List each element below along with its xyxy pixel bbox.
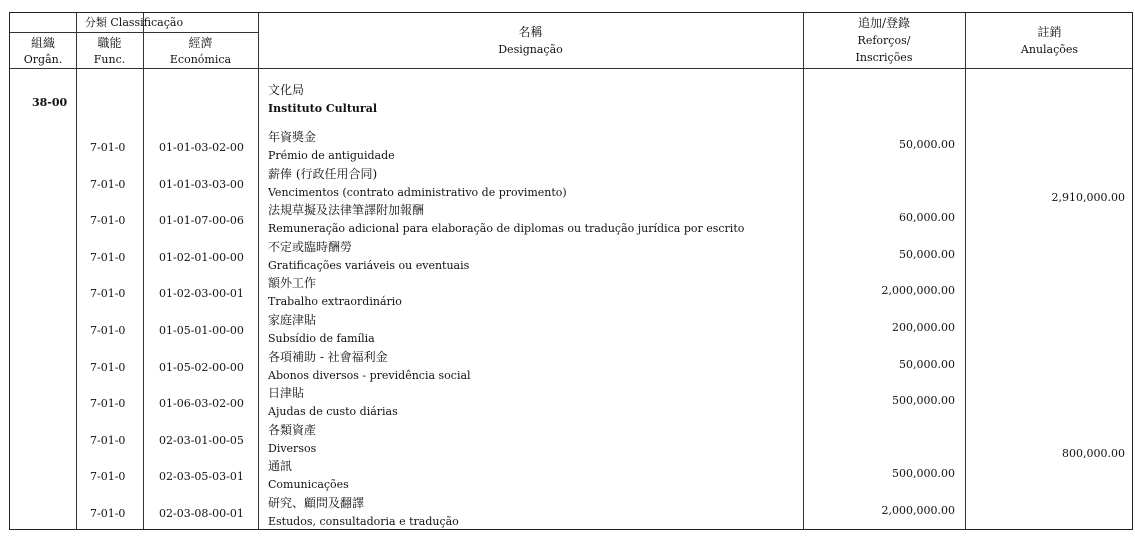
row-cancel-amount: 800,000.00	[1062, 447, 1125, 460]
row-func-code: 7-01-0	[90, 397, 126, 410]
row-name-pt: Diversos	[268, 442, 317, 455]
budget-table	[9, 12, 1133, 530]
cancel-header-pt: Anulações	[1020, 43, 1079, 56]
row-econ-code: 01-01-07-00-06	[159, 214, 244, 227]
row-name-zh: 各類資產	[268, 423, 317, 437]
col-divider	[803, 13, 804, 529]
col-divider	[76, 13, 77, 529]
header-divider	[10, 68, 1132, 69]
entity-code: 38-00	[32, 96, 68, 109]
row-name-pt: Trabalho extraordinário	[268, 295, 402, 308]
reinforce-header-pt1: Reforços/	[857, 34, 911, 47]
col-divider	[143, 13, 144, 529]
row-reinforce-amount: 50,000.00	[899, 138, 955, 151]
row-econ-code: 01-05-02-00-00	[159, 361, 244, 374]
row-reinforce-amount: 500,000.00	[892, 467, 955, 480]
row-name-zh: 法規草擬及法律筆譯附加報酬	[268, 203, 425, 217]
row-name-pt: Remuneração adicional para elaboração de diplomas ou tradução jurídica por escrito	[268, 222, 745, 235]
row-name-zh: 不定或臨時酬勞	[268, 240, 353, 254]
econ-header-pt: Económica	[169, 53, 232, 66]
row-econ-code: 01-06-03-02-00	[159, 397, 244, 410]
row-name-zh: 家庭津貼	[268, 313, 317, 327]
designation-header-zh: 名稱	[518, 25, 543, 39]
designation-header-pt: Designação	[498, 43, 563, 56]
row-name-pt: Vencimentos (contrato administrativo de provimento)	[268, 186, 567, 199]
row-econ-code: 02-03-08-00-01	[159, 507, 244, 520]
row-econ-code: 02-03-05-03-01	[159, 470, 244, 483]
reinforce-header-pt2: Inscrições	[855, 51, 913, 64]
row-econ-code: 01-02-03-00-01	[159, 287, 244, 300]
entity-name-pt: Instituto Cultural	[268, 102, 378, 115]
row-reinforce-amount: 500,000.00	[892, 394, 955, 407]
row-name-pt: Gratificações variáveis ou eventuais	[268, 259, 470, 272]
col-divider	[258, 13, 259, 529]
row-func-code: 7-01-0	[90, 214, 126, 227]
row-name-pt: Comunicações	[268, 478, 349, 491]
row-name-pt: Estudos, consultadoria e tradução	[268, 515, 459, 528]
organ-header-zh: 組織	[30, 36, 55, 50]
row-func-code: 7-01-0	[90, 324, 126, 337]
row-name-zh: 通訊	[268, 459, 293, 473]
row-cancel-amount: 2,910,000.00	[1051, 191, 1125, 204]
row-reinforce-amount: 200,000.00	[892, 321, 955, 334]
organ-header-pt: Orgân.	[23, 53, 63, 66]
classification-divider	[10, 32, 258, 33]
row-econ-code: 01-02-01-00-00	[159, 251, 244, 264]
row-name-pt: Prémio de antiguidade	[268, 149, 395, 162]
entity-name-zh: 文化局	[268, 83, 305, 97]
func-header-zh: 職能	[97, 36, 122, 50]
cancel-header-zh: 註銷	[1037, 25, 1062, 39]
row-reinforce-amount: 2,000,000.00	[881, 504, 955, 517]
row-reinforce-amount: 50,000.00	[899, 248, 955, 261]
row-name-zh: 年資獎金	[268, 130, 317, 144]
row-name-pt: Abonos diversos - previdência social	[268, 369, 471, 382]
row-func-code: 7-01-0	[90, 251, 126, 264]
classification-header: 分類 Classificação	[84, 16, 184, 29]
row-name-zh: 額外工作	[268, 276, 317, 290]
row-name-pt: Ajudas de custo diárias	[268, 405, 398, 418]
row-func-code: 7-01-0	[90, 470, 126, 483]
func-header-pt: Func.	[93, 53, 126, 66]
row-econ-code: 01-01-03-02-00	[159, 141, 244, 154]
row-func-code: 7-01-0	[90, 287, 126, 300]
row-reinforce-amount: 60,000.00	[899, 211, 955, 224]
row-func-code: 7-01-0	[90, 361, 126, 374]
row-name-zh: 薪俸 (行政任用合同)	[268, 167, 378, 181]
row-func-code: 7-01-0	[90, 141, 126, 154]
row-name-pt: Subsídio de família	[268, 332, 375, 345]
row-func-code: 7-01-0	[90, 178, 126, 191]
row-reinforce-amount: 2,000,000.00	[881, 284, 955, 297]
row-name-zh: 各項補助 - 社會福利金	[268, 350, 388, 364]
row-reinforce-amount: 50,000.00	[899, 358, 955, 371]
row-econ-code: 02-03-01-00-05	[159, 434, 244, 447]
row-func-code: 7-01-0	[90, 434, 126, 447]
row-econ-code: 01-01-03-03-00	[159, 178, 244, 191]
row-name-zh: 日津貼	[268, 386, 305, 400]
row-func-code: 7-01-0	[90, 507, 126, 520]
reinforce-header-zh: 追加/登錄	[857, 16, 911, 30]
econ-header-zh: 經濟	[188, 36, 213, 50]
row-name-zh: 研究、顧問及翻譯	[268, 496, 365, 510]
row-econ-code: 01-05-01-00-00	[159, 324, 244, 337]
